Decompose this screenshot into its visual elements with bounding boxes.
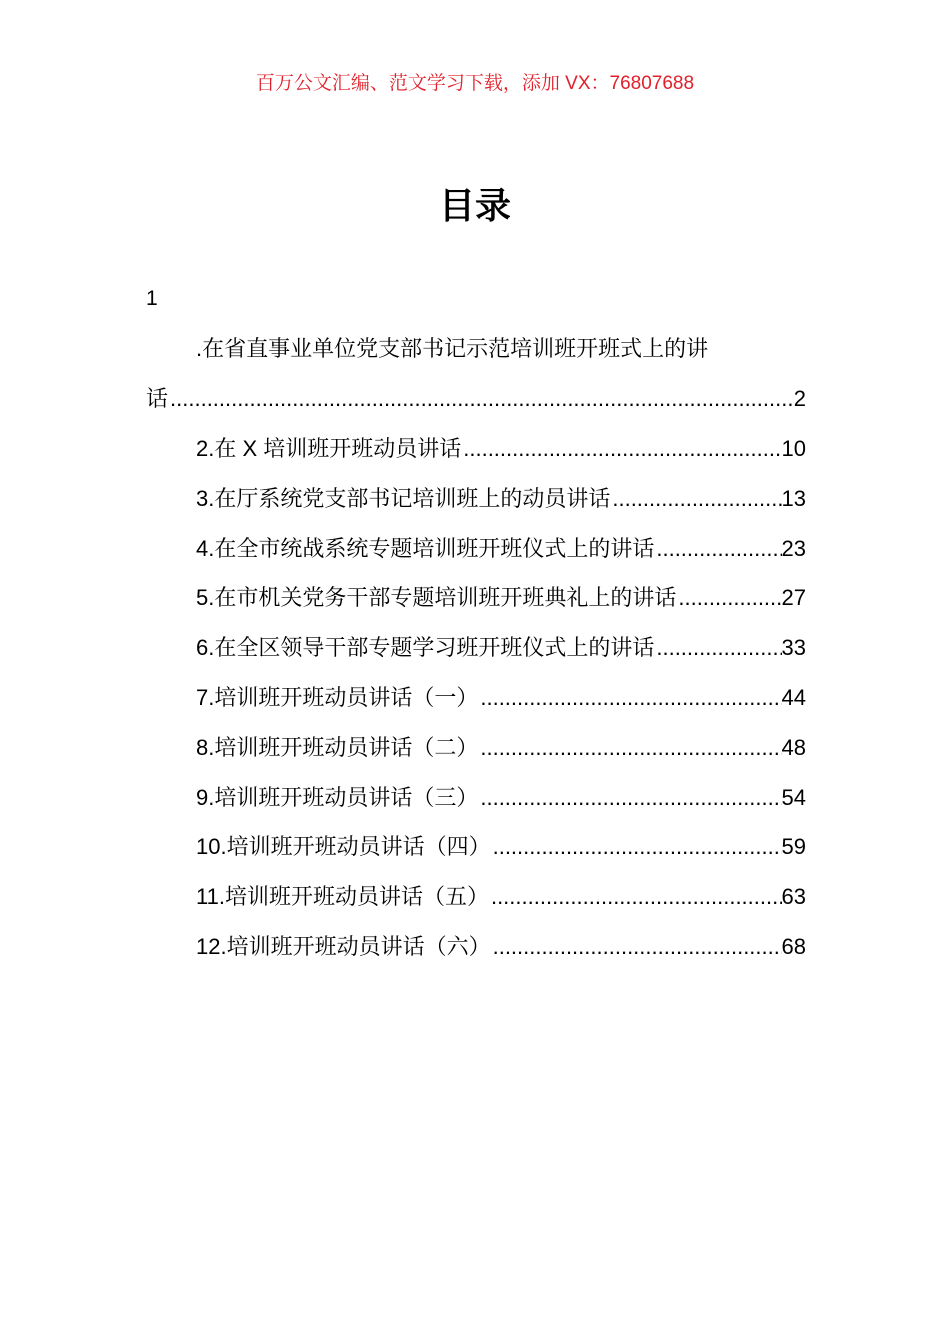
toc-item-page: 59 bbox=[781, 834, 806, 860]
toc-item-page: 27 bbox=[781, 585, 806, 611]
toc-item-page: 44 bbox=[781, 685, 806, 710]
toc-item-label: 话 bbox=[146, 386, 169, 411]
toc-item-page: 23 bbox=[781, 535, 806, 561]
dot-leader bbox=[654, 633, 781, 663]
toc-item[interactable] bbox=[146, 434, 806, 464]
toc-item-label: 12.培训班开班动员讲话（六） bbox=[196, 934, 491, 959]
toc-item-page: 33 bbox=[781, 635, 806, 661]
toc-item-label: 7.培训班开班动员讲话（一） bbox=[196, 685, 479, 710]
toc-item[interactable] bbox=[146, 583, 806, 613]
toc-item[interactable] bbox=[146, 832, 806, 862]
dot-leader bbox=[654, 534, 781, 564]
toc-item[interactable] bbox=[146, 882, 806, 912]
dot-leader bbox=[676, 583, 781, 613]
toc-item[interactable] bbox=[146, 534, 806, 564]
page-title: 目录 bbox=[438, 185, 511, 226]
dot-leader bbox=[489, 882, 782, 912]
toc-item-label: 2.在 X 培训班开班动员讲话 bbox=[196, 436, 462, 461]
toc-item[interactable] bbox=[146, 683, 806, 713]
dot-leader bbox=[461, 434, 781, 464]
toc-item-label: 5.在市机关党务干部专题培训班开班典礼上的讲话 bbox=[196, 585, 677, 611]
toc-item-1-line1[interactable] bbox=[146, 334, 806, 364]
toc-item-label: 3.在厅系统党支部书记培训班上的动员讲话 bbox=[196, 485, 611, 511]
toc-item-page: 48 bbox=[781, 734, 806, 760]
toc-item[interactable] bbox=[146, 783, 806, 813]
dot-leader bbox=[478, 733, 781, 763]
dot-leader bbox=[491, 832, 782, 862]
toc-item[interactable] bbox=[146, 484, 806, 514]
dot-leader bbox=[478, 683, 781, 713]
dot-leader bbox=[491, 932, 782, 962]
toc-item-1-number: 1 bbox=[146, 287, 158, 310]
toc-item-page: 10 bbox=[781, 436, 806, 461]
toc-item[interactable] bbox=[146, 633, 806, 663]
toc-item-label: 9.培训班开班动员讲话（三） bbox=[196, 784, 479, 810]
toc-item-page: 68 bbox=[781, 934, 806, 959]
toc-item-page: 63 bbox=[781, 884, 806, 910]
toc-item-label: 6.在全区领导干部专题学习班开班仪式上的讲话 bbox=[196, 635, 655, 661]
toc-item-label: 8.培训班开班动员讲话（二） bbox=[196, 734, 479, 760]
toc-item-label: .在省直事业单位党支部书记示范培训班开班式上的讲 bbox=[196, 336, 709, 361]
toc-item-page: 54 bbox=[781, 784, 806, 810]
toc-item-label: 11.培训班开班动员讲话（五） bbox=[196, 884, 489, 910]
toc-item-label: 10.培训班开班动员讲话（四） bbox=[196, 834, 491, 860]
toc-item-page: 2 bbox=[793, 386, 806, 411]
watermark-header: 百万公文汇编、范文学习下载，添加 VX：76807688 bbox=[255, 73, 695, 94]
dot-leader bbox=[610, 484, 781, 514]
toc-item[interactable] bbox=[146, 932, 806, 962]
dot-leader bbox=[478, 783, 781, 813]
toc-item-page: 13 bbox=[781, 485, 806, 511]
dot-leader bbox=[168, 384, 794, 414]
toc-item-label: 4.在全市统战系统专题培训班开班仪式上的讲话 bbox=[196, 535, 655, 561]
toc-item[interactable] bbox=[146, 733, 806, 763]
toc-item-1-line2[interactable] bbox=[146, 384, 806, 414]
